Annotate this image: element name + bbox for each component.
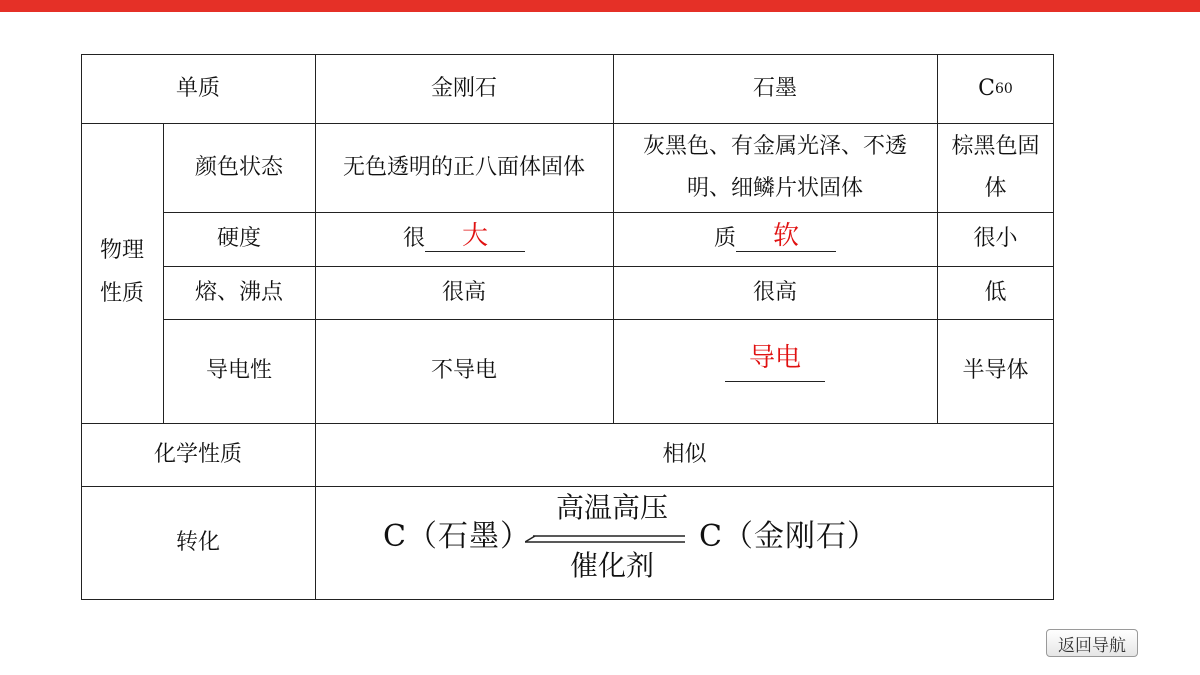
c60-melting-boiling: 低	[984, 279, 1007, 305]
top-accent-bar	[0, 0, 1200, 12]
color-state-label: 颜色状态	[194, 154, 283, 180]
equation-condition-top: 高温高压	[555, 491, 668, 524]
c60-symbol: C	[978, 75, 995, 101]
c60-hardness: 很小	[973, 226, 1018, 252]
c60-conductivity: 半导体	[962, 358, 1029, 384]
table-border-bottom	[81, 599, 1054, 600]
conversion-label: 转化	[175, 529, 220, 555]
hardness-label: 硬度	[216, 226, 261, 252]
graphite-hardness: 质 软	[613, 212, 937, 266]
diamond-color-state: 无色透明的正八面体固体	[342, 154, 585, 180]
graphite-conductivity	[613, 319, 937, 423]
equation-condition-bottom: 催化剂	[569, 549, 654, 582]
c60-color-state: 棕黑色固体	[951, 133, 1040, 201]
graphite-melting-boiling: 很高	[752, 279, 797, 305]
diamond-melting-boiling: 很高	[441, 279, 486, 305]
header-graphite: 石墨	[752, 75, 797, 101]
c60-subscript: 60	[995, 80, 1013, 97]
graphite-conductivity-blank	[725, 342, 825, 382]
graphite-hardness-answer: 软	[772, 220, 799, 251]
graphite-color-state: 灰黑色、有金属光泽、不透明、细鳞片状固体	[642, 133, 907, 201]
equilibrium-arrow-icon	[525, 532, 685, 546]
conductivity-label: 导电性	[205, 358, 272, 384]
melting-boiling-label: 熔、沸点	[194, 279, 283, 305]
header-c60	[937, 54, 1054, 123]
back-to-navigation-button[interactable]	[1046, 629, 1138, 657]
equation-reactant: C（石墨）	[383, 519, 531, 554]
back-to-navigation-label: 返回导航	[1058, 635, 1126, 656]
header-diamond: 金刚石	[430, 75, 497, 101]
header-substance: 单质	[175, 75, 220, 101]
diamond-conductivity: 不导电	[430, 358, 497, 384]
conversion-equation	[315, 486, 1054, 599]
graphite-conductivity-answer: 导电	[748, 342, 801, 373]
chemical-properties-label: 化学性质	[153, 441, 242, 467]
diamond-hardness: 很 大	[315, 212, 613, 266]
diamond-hardness-blank	[425, 220, 525, 252]
chemical-properties-value: 相似	[662, 441, 707, 467]
diamond-hardness-answer: 大	[461, 220, 488, 251]
graphite-hardness-blank	[736, 220, 836, 252]
physical-properties-label: 物理性质	[99, 238, 144, 306]
carbon-allotropes-table	[81, 54, 1054, 600]
equation-product: C（金刚石）	[699, 519, 878, 554]
